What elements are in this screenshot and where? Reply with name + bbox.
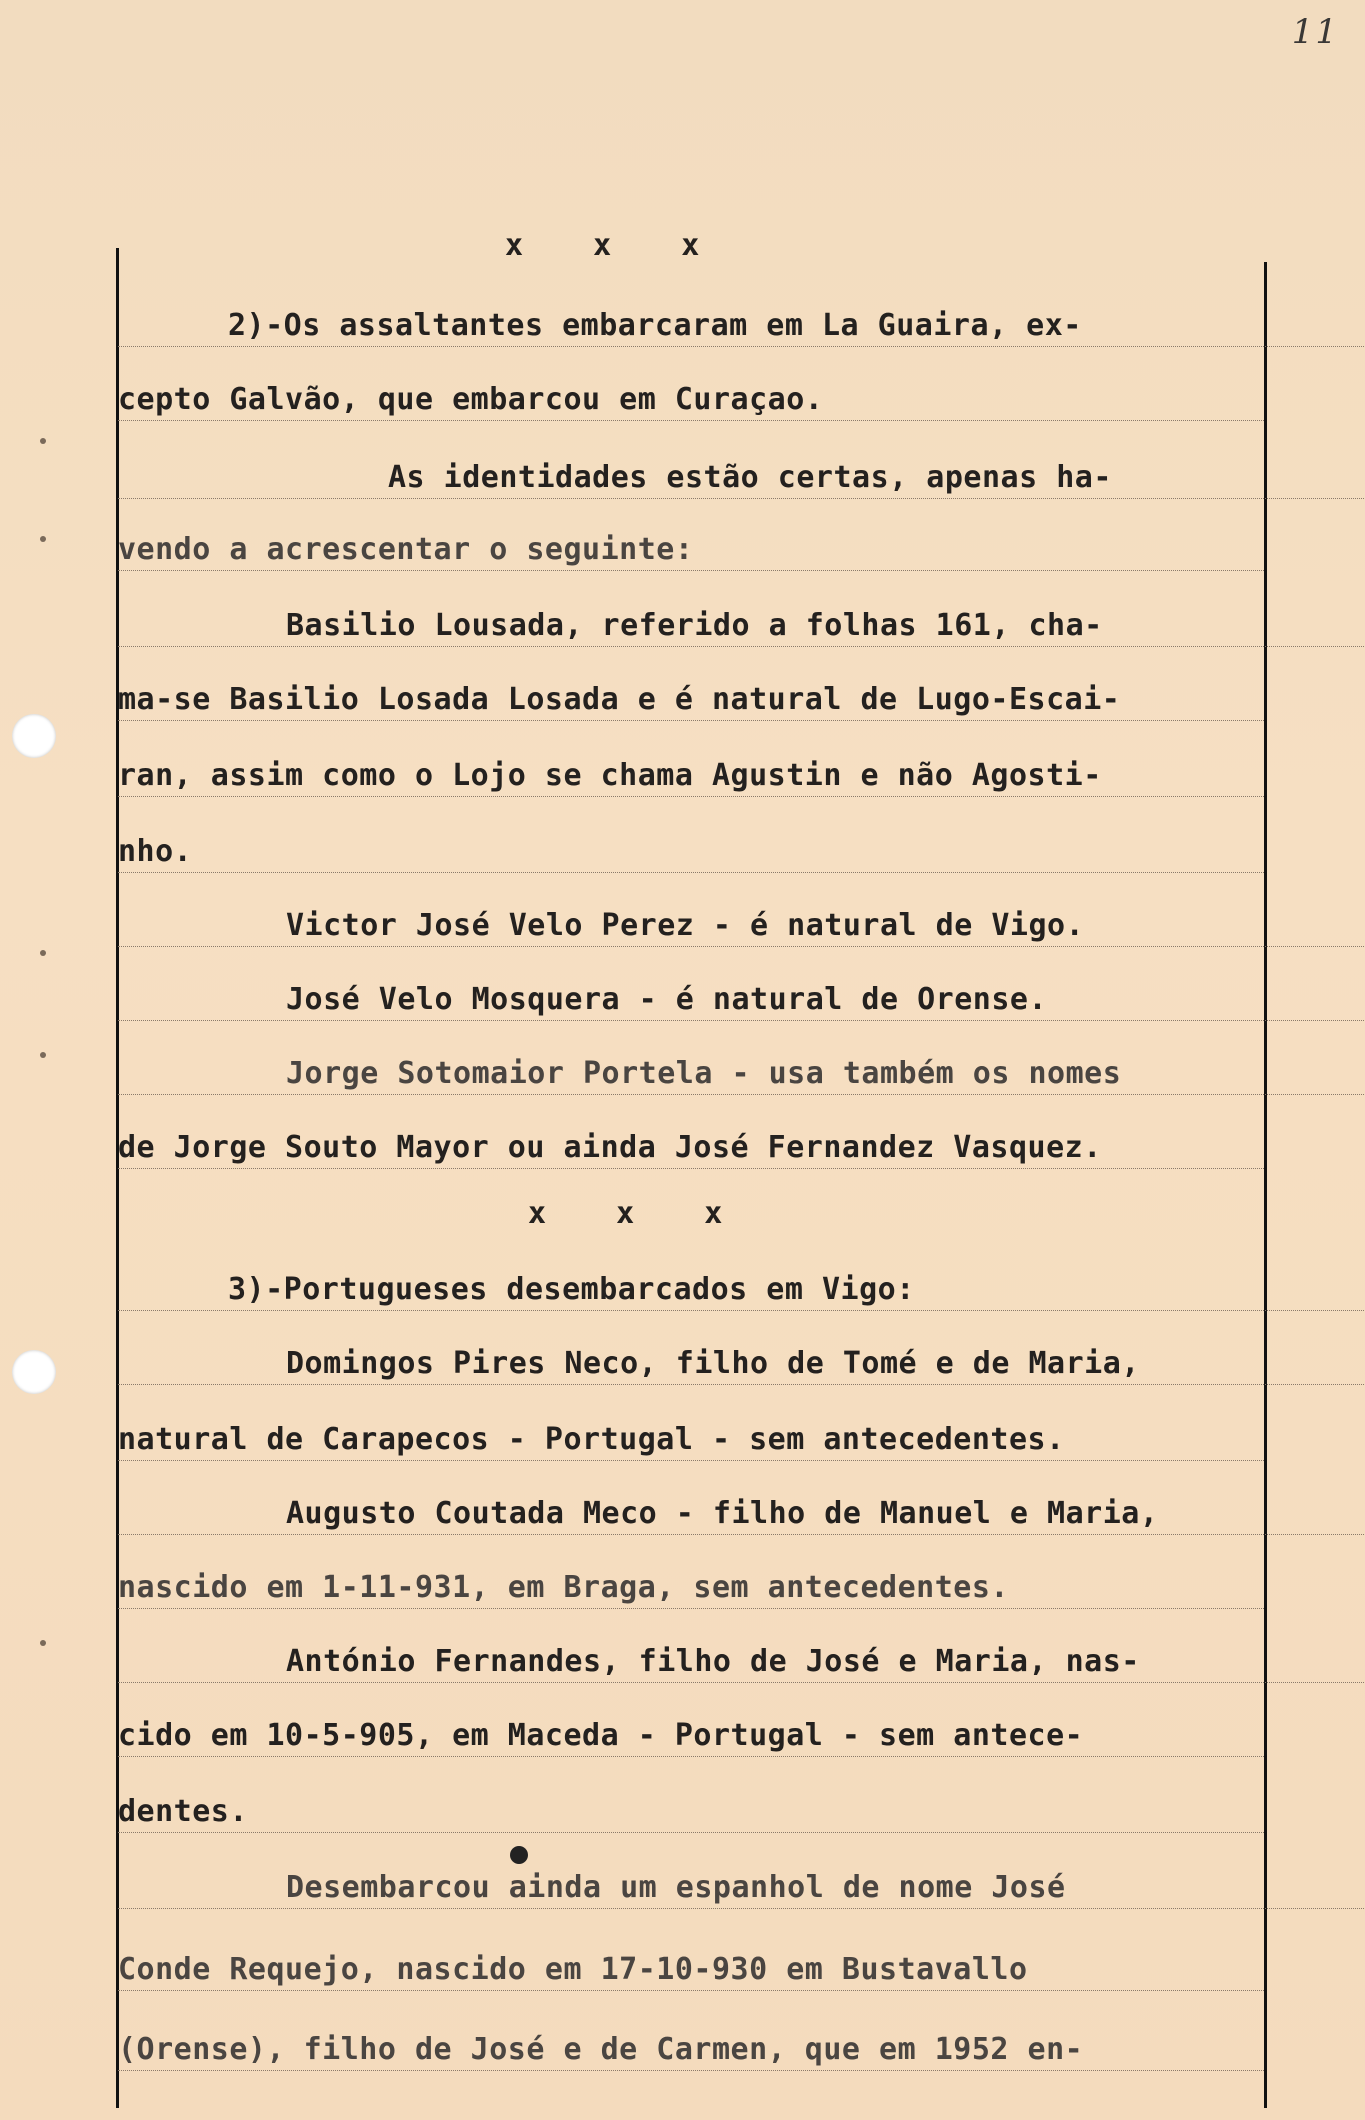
text-line: Desembarcou ainda um espanhol de nome José bbox=[118, 1868, 1365, 1909]
section-separator: x x x bbox=[505, 228, 702, 263]
text-line: Jorge Sotomaior Portela - usa também os nomes bbox=[118, 1054, 1365, 1095]
paper-speck bbox=[40, 536, 46, 542]
text-line: cepto Galvão, que embarcou em Curaçao. bbox=[118, 380, 1264, 421]
text-line: natural de Carapecos - Portugal - sem antecedentes. bbox=[118, 1420, 1264, 1461]
text-line: nho. bbox=[118, 832, 1264, 873]
text-line: Basilio Lousada, referido a folhas 161, cha- bbox=[118, 606, 1365, 647]
text-line: de Jorge Souto Mayor ou ainda José Fernandez Vasquez. bbox=[118, 1128, 1264, 1169]
text-line: nascido em 1-11-931, em Braga, sem antecedentes. bbox=[118, 1568, 1264, 1609]
text-line: António Fernandes, filho de José e Maria, nas- bbox=[118, 1642, 1365, 1683]
text-line: (Orense), filho de José e de Carmen, que em 1952 en- bbox=[118, 2030, 1264, 2071]
paper-speck bbox=[40, 950, 46, 956]
ink-blot bbox=[510, 1846, 528, 1864]
page-number: 11 bbox=[1291, 12, 1339, 52]
text-line: 2)-Os assaltantes embarcaram em La Guaira, ex- bbox=[118, 306, 1365, 347]
text-line: José Velo Mosquera - é natural de Orense. bbox=[118, 980, 1365, 1021]
text-line: dentes. bbox=[118, 1792, 1264, 1833]
text-line: vendo a acrescentar o seguinte: bbox=[118, 530, 1264, 571]
text-line: Victor José Velo Perez - é natural de Vigo. bbox=[118, 906, 1365, 947]
paper-speck bbox=[40, 438, 46, 444]
punch-hole bbox=[12, 714, 56, 758]
punch-hole bbox=[12, 1350, 56, 1394]
text-line: Augusto Coutada Meco - filho de Manuel e Maria, bbox=[118, 1494, 1365, 1535]
text-line: Conde Requejo, nascido em 17-10-930 em Bustavallo bbox=[118, 1950, 1264, 1991]
text-line: Domingos Pires Neco, filho de Tomé e de Maria, bbox=[118, 1344, 1365, 1385]
margin-rule-right bbox=[1264, 262, 1267, 2108]
text-line: ran, assim como o Lojo se chama Agustin e não Agosti- bbox=[118, 756, 1264, 797]
section-separator: x x x bbox=[528, 1196, 725, 1231]
text-line: As identidades estão certas, apenas ha- bbox=[118, 458, 1365, 499]
paper-speck bbox=[40, 1052, 46, 1058]
text-line: 3)-Portugueses desembarcados em Vigo: bbox=[118, 1270, 1365, 1311]
text-line: ma-se Basilio Losada Losada e é natural de Lugo-Escai- bbox=[118, 680, 1264, 721]
text-line: cido em 10-5-905, em Maceda - Portugal - sem antece- bbox=[118, 1716, 1264, 1757]
paper-speck bbox=[40, 1640, 46, 1646]
